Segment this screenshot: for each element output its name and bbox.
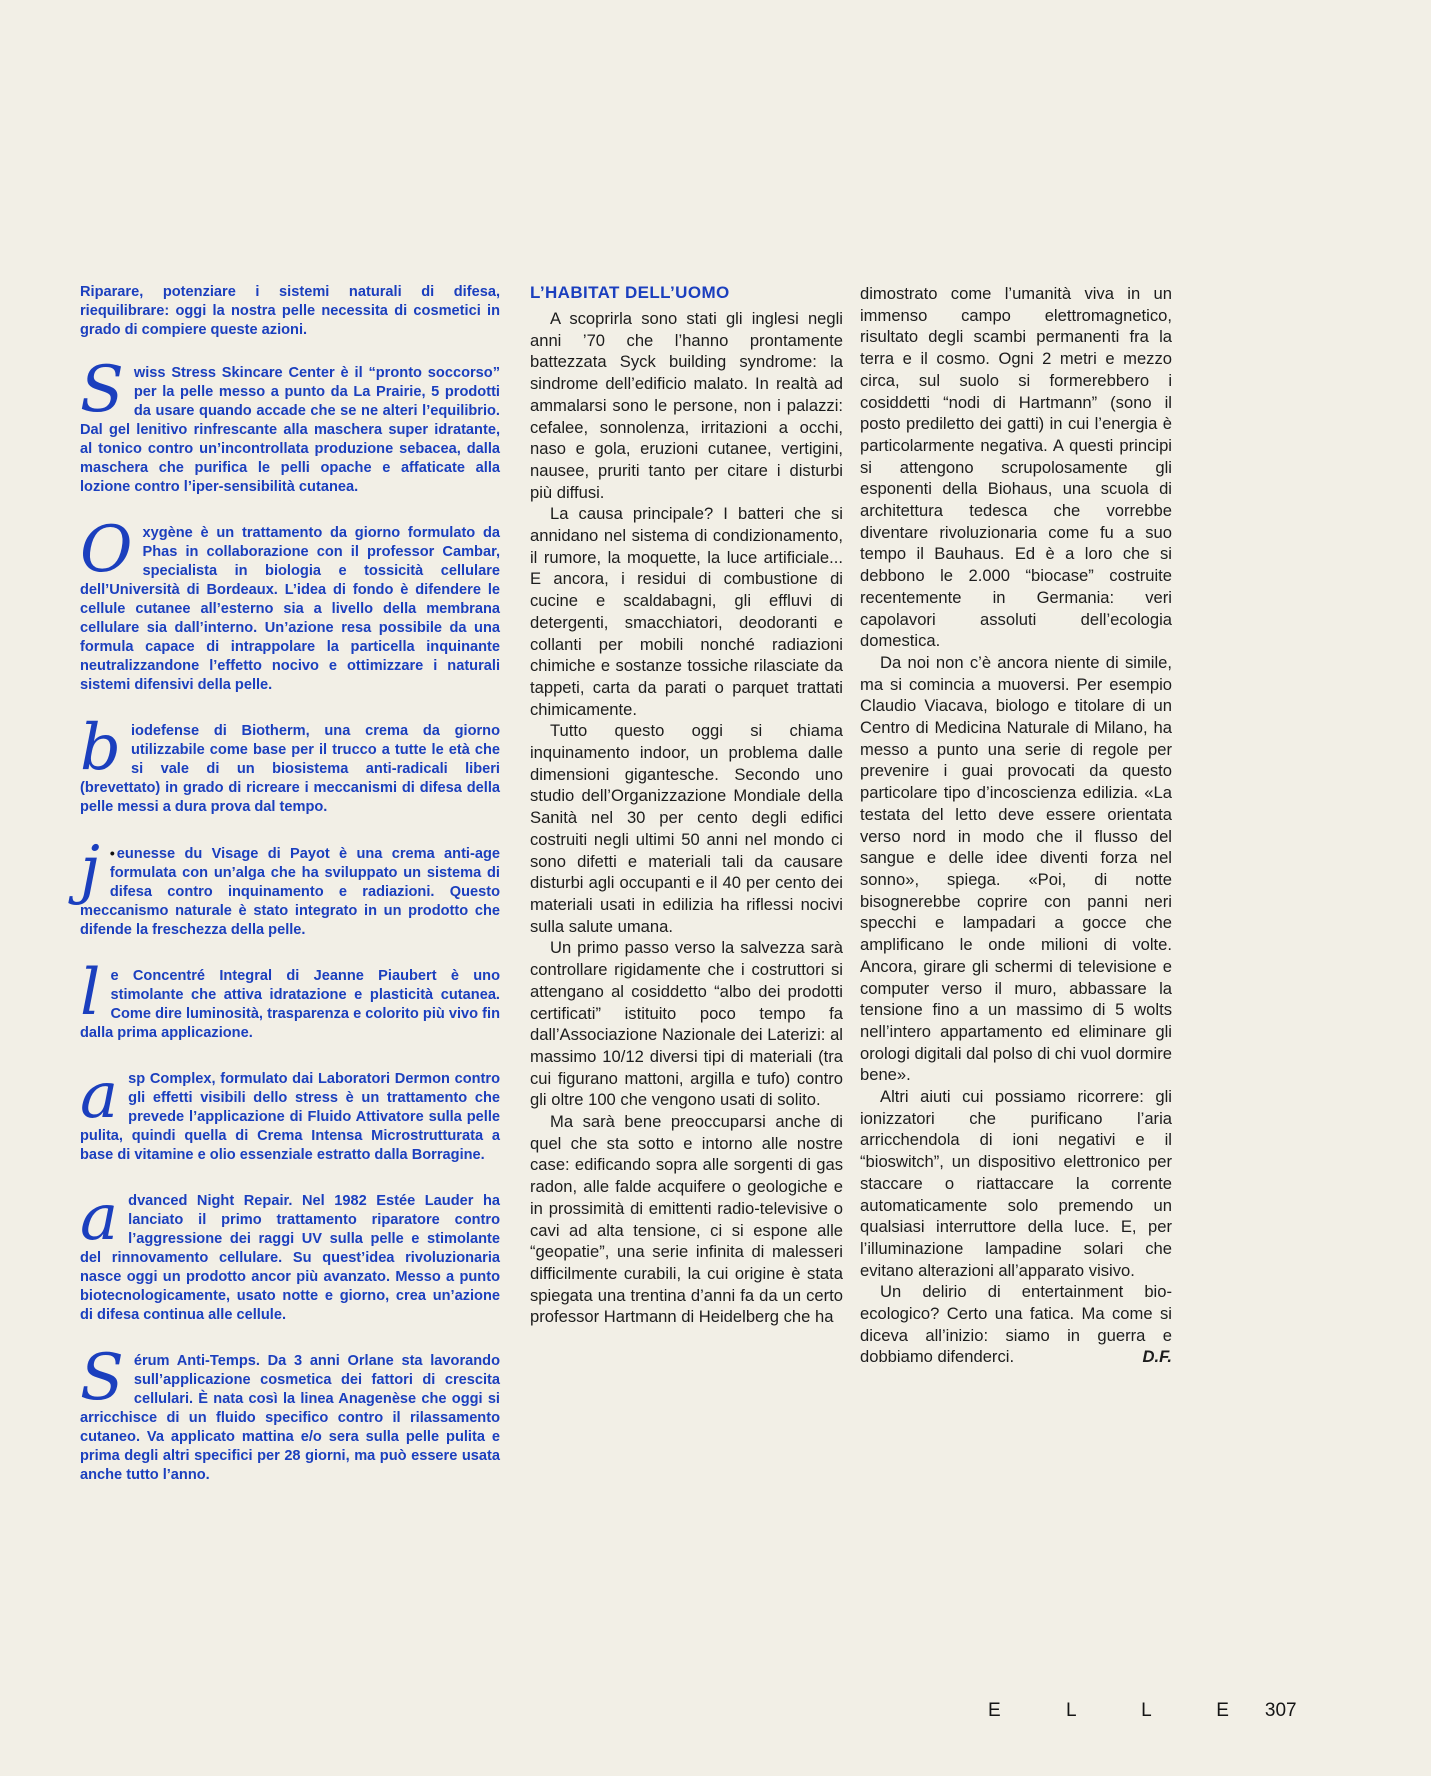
article-paragraph: Ma sarà bene preoccuparsi anche di quel che sta sotto e intorno alle nostre case: edificando sopra alle sorgenti di gas radon, alle falde acquifere o geologiche e in prossimità di emittenti radio-televisive o cavi ad alta tensione, ci si espone alle “geopatie”, una serie infinita di malesseri difficilmente curabili, la cui origine è stata spiegata una trentina d’anni fa da un certo professor Hartmann di Heidelberg che ha xyxy=(530,1112,843,1327)
dropcap: S xyxy=(80,353,124,427)
dropcap: l xyxy=(80,956,101,1030)
page-footer xyxy=(988,1700,1297,1722)
article-paragraph: La causa principale? I batteri che si annidano nel sistema di condizionamento, il rumore, la moquette, la luce artificiale... E ancora, i residui di combustione di cucine e scaldabagni, gli effluvi di detergenti, smacchiatori, deodoranti e collanti per mobili nonché radiazioni chimiche e sostanze tossiche rilasciate da tappeti, carta da parati o parquet trattati chimicamente. xyxy=(530,504,843,719)
dropcap: j xyxy=(80,833,100,907)
product-entry-swiss xyxy=(80,353,500,497)
product-entry-biodefense xyxy=(80,711,500,817)
entry-text: dvanced Night Repair. Nel 1982 Estée Lauder ha lanciato il primo trattamento riparatore contro l’aggressione dei raggi UV sulla pelle e stimolante del rinnovamento cellulare. Su quest’idea rivoluzionaria nasce oggi un prodotto ancor più avanzato. Messo a punto biotecnologicamente, usato notte e giorno, crea un’azione di difesa continua alle cellule. xyxy=(80,1193,500,1323)
article-column-right xyxy=(860,283,1172,1512)
author-initials: D.F. xyxy=(1142,1347,1172,1367)
entry-text: eunesse du Visage di Payot è una crema anti-age formulata con un’alga che ha sviluppato un sistema di difesa contro inquinamento e radiazioni. Questo meccanismo naturale è stato integrato in un prodotto che difende la freschezza della pelle. xyxy=(80,846,500,938)
article-title: L’HABITAT DELL’UOMO xyxy=(530,283,730,302)
dropcap: O xyxy=(80,513,133,587)
article-paragraph: Un primo passo verso la salvezza sarà controllare rigidamente che i costruttori si attengano al cosiddetto “albo dei prodotti certificati” istituito poco tempo fa dall’Associazione Nazionale dei Laterizi: al massimo 10/12 diversi tipi di materiali (tra cui figurano mattoni, argilla e tufo) contro gli oltre 100 che vengono usati di solito. xyxy=(530,938,843,1110)
entry-text: iodefense di Biotherm, una crema da giorno utilizzabile come base per il trucco a tutte le età che si vale di un biosistema anti-radicali liberi (brevettato) in grado di ricreare i meccanismi di difesa della pelle messi a dura prova dal tempo. xyxy=(80,723,500,815)
page-content xyxy=(80,283,1172,1512)
article-paragraph: Da noi non c’è ancora niente di simile, ma si comincia a muoversi. Per esempio Claudio Viacava, biologo e titolare di un Centro di Medicina Naturale di Milano, ha messo a punto una serie di regole per prevenire i guai provocati da questo particolare tipo d’incoscienza edilizia. «La testata del letto deve essere orientata verso nord in modo che il flusso del sangue e delle idee diventi forza nel sonno», spiega. «Poi, di notte bisognerebbe coprire con panni neri specchi e lampadari a gocce che amplificano le onde milioni di volte. Ancora, girare gli schermi di televisione e computer verso il muro, abbassare la tensione fino a un massimo di 5 wolts nell’intero appartamento ed eliminare gli orologi digitali dal polso di chi vuol dormire bene». xyxy=(860,652,1172,1085)
product-entry-serum-anti-temps xyxy=(80,1341,500,1485)
dropcap: b xyxy=(80,711,121,785)
article-paragraph: A scoprirla sono stati gli inglesi negli anni ’70 che l’hanno prontamente battezzata Syck building syndrome: la sindrome dell’edificio malato. In realtà ad ammalarsi sono le persone, non i palazzi: cefalee, sonnolenza, irritazioni a occhi, naso e gola, eruzioni cutanee, vertigini, nausee, pruriti tanto per citare i disturbi più diffusi. xyxy=(530,309,843,502)
product-entry-concentre xyxy=(80,956,500,1043)
entry-text: érum Anti-Temps. Da 3 anni Orlane sta lavorando sull’applicazione cosmetica dei fattori di crescita cellulari. È nata così la linea Anagenèse che oggi si arricchisce di un fluido specifico contro il rilassamento cutaneo. Va applicato mattina e/o sera sulla pelle pulita e prima degli altri specifici per 28 giorni, ma può essere usata anche tutto l’anno. xyxy=(80,1353,500,1483)
entry-text: xygène è un trattamento da giorno formulato da Phas in collaborazione con il professor Cambar, specialista in biologia e tossicità cellulare dell’Università di Bordeaux. L’idea di fondo è difendere le cellule cutanee all’esterno sia a livello della membrana cellulare sia dall’interno. Un’azione resa possibile da una formula capace di intrappolare la particella inquinante neutralizzandone l’effetto nocivo e ottimizzare i naturali sistemi difensivi della pelle. xyxy=(80,525,500,693)
entry-text: wiss Stress Skincare Center è il “pronto soccorso” per la pelle messo a punto da La Prairie, 5 prodotti da usare quando accade che se ne alteri l’equilibrio. Dal gel lenitivo rinfrescante alla maschera super idratante, al tonico contro un’incontrollata produzione sebacea, dalla maschera che purifica le pelli opache e affaticate alla lozione contro l’iper-sensibilità cutanea. xyxy=(80,365,500,495)
article-column-middle xyxy=(530,283,843,1512)
page-number: 307 xyxy=(1264,1700,1297,1721)
magazine-name: E L L E xyxy=(988,1700,1259,1721)
product-entry-asp-complex xyxy=(80,1059,500,1165)
product-entry-advanced-night-repair xyxy=(80,1181,500,1325)
dropcap: S xyxy=(80,1341,124,1415)
products-column xyxy=(80,283,500,1512)
article-paragraph: dimostrato come l’umanità viva in un immenso campo elettromagnetico, risultato degli scambi permanenti fra la terra e il cosmo. Ogni 2 metri e mezzo circa, sul suolo si formerebbero i cosiddetti “nodi di Hartmann” (sono il posto prediletto dei gatti) in cui l’energia è particolarmente negativa. A questi principi si attengono scrupolosamente gli esponenti della Biohaus, una scuola di architettura tedesca che vorrebbe diventare rivoluzionaria come fu a suo tempo il Bauhaus. Ed è a loro che si debbono le 2.000 “biocase” costruite recentemente in Germania: veri capolavori assoluti dell’ecologia domestica. xyxy=(860,284,1172,651)
article-paragraph xyxy=(860,1281,1172,1368)
entry-text: sp Complex, formulato dai Laboratori Dermon contro gli effetti visibili dello stress è un trattamento che prevede l’applicazione di Fluido Attivatore sulla pelle pulita, quindi quella di Crema Intensa Microstrutturata a base di vitamine e olio essenziale estratto dalla Borragine. xyxy=(80,1071,500,1163)
product-entry-jeunesse xyxy=(80,833,500,940)
dropcap: a xyxy=(80,1181,119,1255)
article-paragraph: Altri aiuti cui possiamo ricorrere: gli ionizzatori che purificano l’aria arricchendola di ioni negativi e il “bioswitch”, un dispositivo elettronico per staccare o riattaccare la corrente automaticamente solo premendo un qualsiasi interruttore della luce. E, per l’illuminazione lampadine solari che evitano alterazioni all’apparato visivo. xyxy=(860,1087,1172,1280)
products-intro: Riparare, potenziare i sistemi naturali di difesa, riequilibrare: oggi la nostra pelle necessita di cosmetici in grado di compiere queste azioni. xyxy=(80,284,500,338)
article-paragraph-text: Un delirio di entertainment bio-ecologico? Certo una fatica. Ma come si diceva all’inizio: siamo in guerra e dobbiamo difenderci. xyxy=(860,1282,1172,1367)
dropcap: a xyxy=(80,1059,119,1133)
bullet-marker: • xyxy=(109,845,115,861)
entry-text: e Concentré Integral di Jeanne Piaubert è uno stimolante che attiva idratazione e plasticità cutanea. Come dire luminosità, trasparenza e colorito più vivo fin dalla prima applicazione. xyxy=(80,968,500,1041)
article-paragraph: Tutto questo oggi si chiama inquinamento indoor, un problema dalle dimensioni gigantesche. Secondo uno studio dell’Organizzazione Mondiale della Sanità nel 30 per cento degli edifici costruiti negli ultimi 50 anni nel mondo ci sono difetti e materiali tali da causare disturbi agli occupanti e il 40 per cento dei materiali usati in edilizia ha riflessi nocivi sulla salute umana. xyxy=(530,721,843,936)
product-entry-oxygene xyxy=(80,513,500,695)
